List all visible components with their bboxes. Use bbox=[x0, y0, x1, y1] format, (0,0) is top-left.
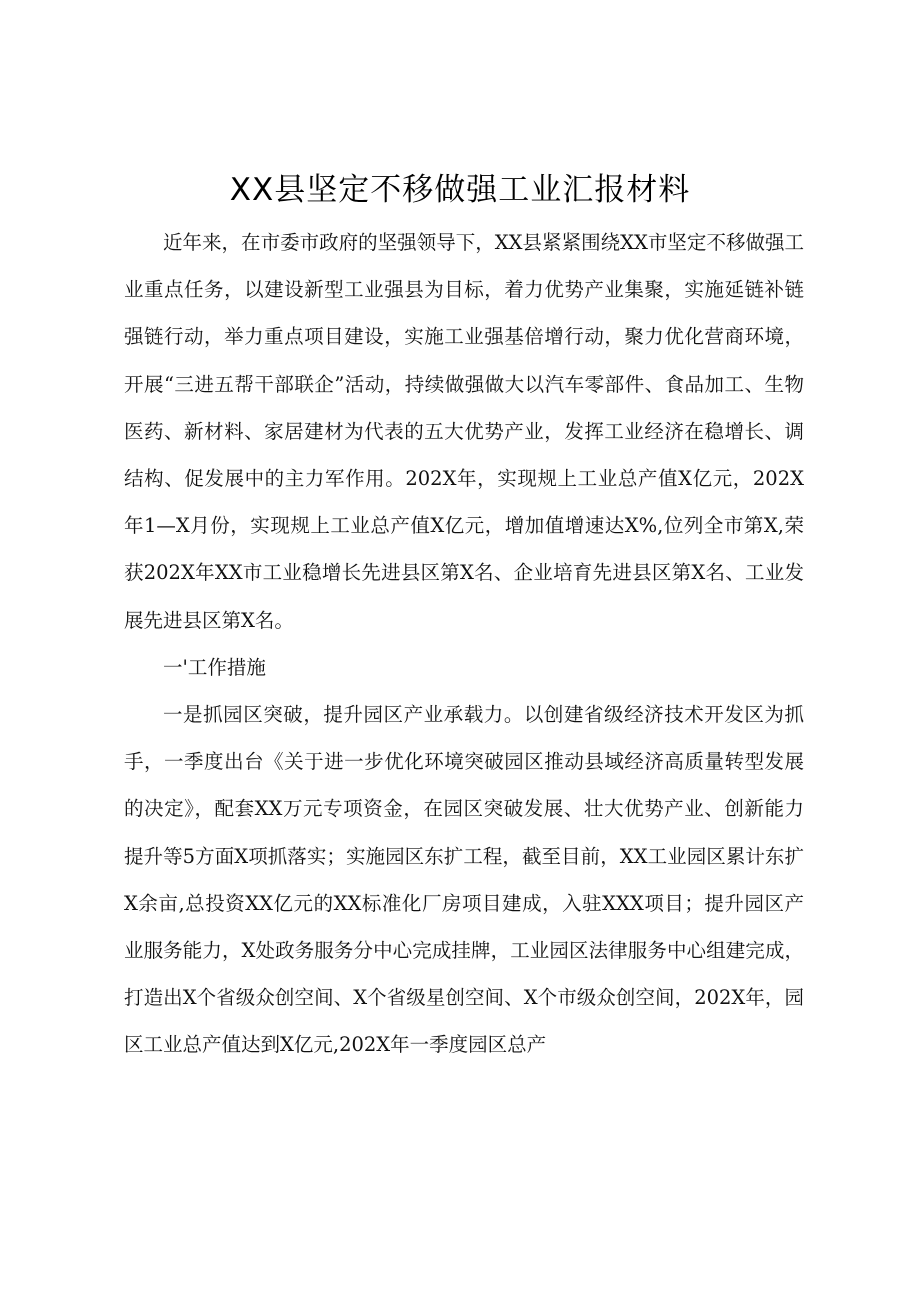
measure-paragraph: 一是抓园区突破，提升园区产业承载力。以创建省级经济技术开发区为抓手，一季度出台《关于进一步优化环境突破园区推动县域经济高质量转型发展的决定》，配套XX万元专项资金，在园区突破发展、壮大优势产业、创新能力提升等5方面X项抓落实；实施园区东扩工程，截至目前，XX工业园区累计东扩X余亩,总投资XX亿元的XX标准化厂房项目建成，入驻XXX项目；提升园区产业服务能力，X处政务服务分中心完成挂牌，工业园区法律服务中心组建完成，打造出X个省级众创空间、X个省级星创空间、X个市级众创空间，202X年，园区工业总产值达到X亿元,202X年一季度园区总产 bbox=[124, 703, 804, 1057]
intro-paragraph: 近年来，在市委市政府的坚强领导下，XX县紧紧围绕XX市坚定不移做强工业重点任务，以建设新型工业强县为目标，着力优势产业集聚，实施延链补链强链行动，举力重点项目建设，实施工业强基倍增行动，聚力优化营商环境，开展“三进五帮干部联企”活动，持续做强做大以汽车零部件、食品加工、生物医药、新材料、家居建材为代表的五大优势产业，发挥工业经济在稳增长、调结构、促发展中的主力军作用。202X年，实现规上工业总产值X亿元，202X年1—X月份，实现规上工业总产值X亿元，增加值增速达X%,位列全市第X,荣获202X年XX市工业稳增长先进县区第X名、企业培育先进县区第X名、工业发展先进县区第X名。 bbox=[124, 231, 804, 632]
document-body bbox=[124, 219, 804, 1069]
document-title: XX县坚定不移做强工业汇报材料 bbox=[229, 172, 691, 208]
section-heading: 一'工作措施 bbox=[163, 655, 266, 679]
